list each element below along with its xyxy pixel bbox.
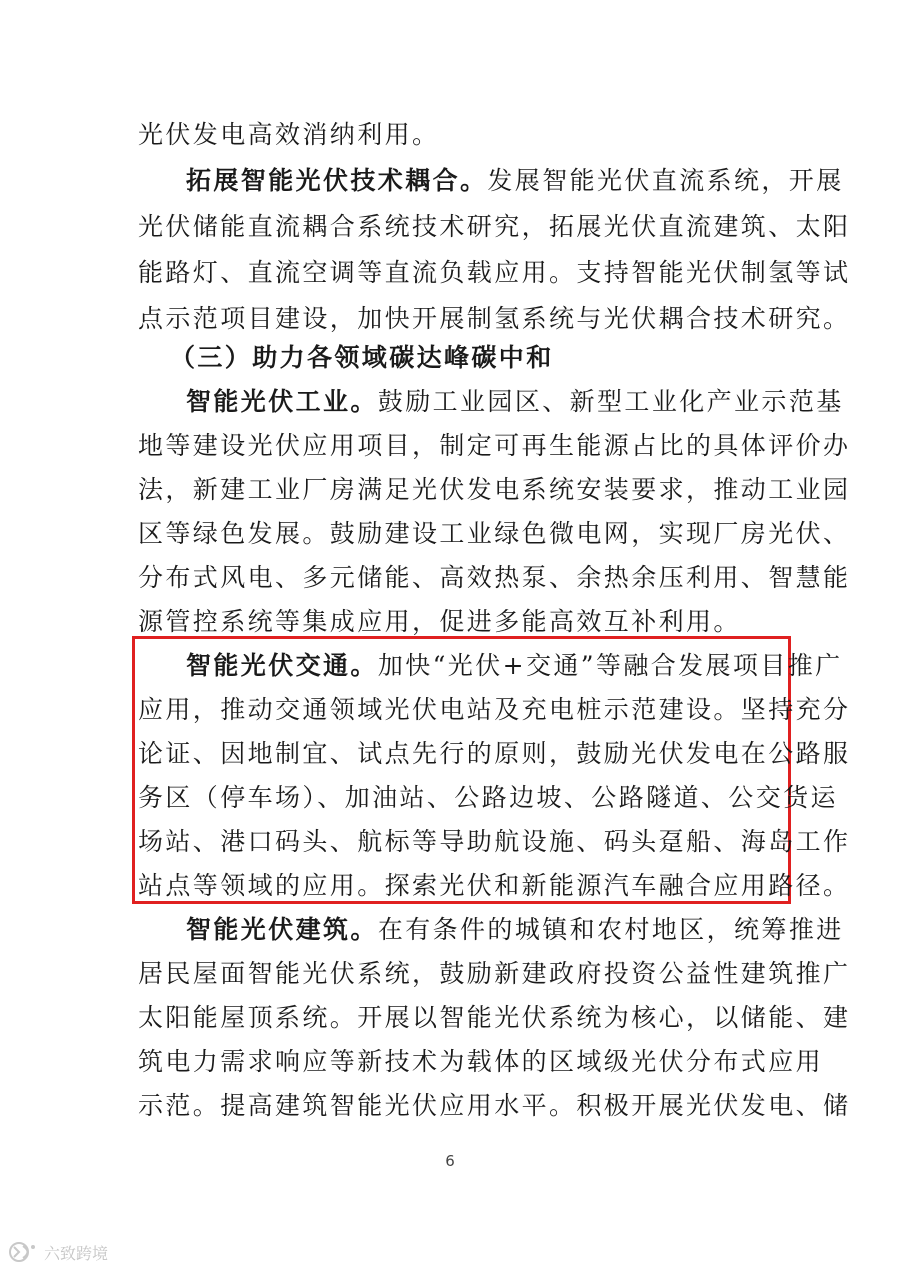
line-text: 光伏发电高效消纳利用。 [138,120,440,149]
line-text: 居民屋面智能光伏系统，鼓励新建政府投资公益性建筑推广 [138,959,851,988]
line-text: 源管控系统等集成应用，促进多能高效互补利用。 [138,607,741,636]
text-line-19 [186,908,844,952]
section-heading [170,336,810,380]
paragraph-lead: 智能光伏工业。 [186,387,378,416]
line-text: 法，新建工业厂房满足光伏发电系统安装要求，推动工业园 [138,475,851,504]
watermark [8,1240,108,1264]
line-text: 光伏储能直流耦合系统技术研究，拓展光伏直流建筑、太阳 [138,212,851,241]
paragraph-lead: 智能光伏交通。 [186,651,378,680]
heading-text: （三）助力各领域碳达峰碳中和 [170,343,554,372]
line-text: 应用，推动交通领域光伏电站及充电桩示范建设。坚持充分 [138,695,851,724]
text-line-18 [138,864,851,908]
text-line-14 [138,688,851,732]
logo-icon [8,1241,38,1263]
text-line-23 [138,1084,851,1128]
text-line-17 [138,820,851,864]
text-line-21 [138,996,851,1040]
page-number: 6 [445,1152,455,1170]
line-text: 区等绿色发展。鼓励建设工业绿色微电网，实现厂房光伏、 [138,519,851,548]
text-line-11 [138,556,851,600]
text-line-13 [186,644,843,688]
text-line-15 [138,732,851,776]
text-line-16 [138,776,838,820]
paragraph-lead: 拓展智能光伏技术耦合。 [186,166,488,195]
line-text: 站点等领域的应用。探索光伏和新能源汽车融合应用路径。 [138,871,851,900]
text-line-22 [138,1040,824,1084]
line-text: 论证、因地制宜、试点先行的原则，鼓励光伏发电在公路服 [138,739,851,768]
text-line-7 [186,380,844,424]
line-text: 鼓励工业园区、新型工业化产业示范基 [377,387,844,416]
text-line-4 [138,251,851,295]
line-text: 筑电力需求响应等新技术为载体的区域级光伏分布式应用 [138,1047,824,1076]
paragraph-lead: 智能光伏建筑。 [186,915,378,944]
line-text: 加快“光伏+交通”等融合发展项目推广 [377,651,843,680]
line-text: 务区（停车场）、加油站、公路边坡、公路隧道、公交货运 [138,783,838,812]
line-text: 示范。提高建筑智能光伏应用水平。积极开展光伏发电、储 [138,1091,851,1120]
watermark-text: 六致跨境 [44,1243,109,1263]
line-text: 在有条件的城镇和农村地区，统筹推进 [377,915,844,944]
text-line-20 [138,952,851,996]
line-text: 场站、港口码头、航标等导助航设施、码头趸船、海岛工作 [138,827,851,856]
text-line-5 [138,297,851,341]
line-text: 点示范项目建设，加快开展制氢系统与光伏耦合技术研究。 [138,304,851,333]
text-line-2 [186,159,844,203]
text-line-9 [138,468,851,512]
line-text: 发展智能光伏直流系统，开展 [487,166,844,195]
line-text: 能路灯、直流空调等直流负载应用。支持智能光伏制氢等试 [138,258,851,287]
line-text: 分布式风电、多元储能、高效热泵、余热余压利用、智慧能 [138,563,851,592]
line-text: 地等建设光伏应用项目，制定可再生能源占比的具体评价办 [138,431,851,460]
text-line-8 [138,424,851,468]
text-line-3 [138,205,851,249]
text-line-1 [138,113,778,157]
text-line-10 [138,512,851,556]
line-text: 太阳能屋顶系统。开展以智能光伏系统为核心，以储能、建 [138,1003,851,1032]
